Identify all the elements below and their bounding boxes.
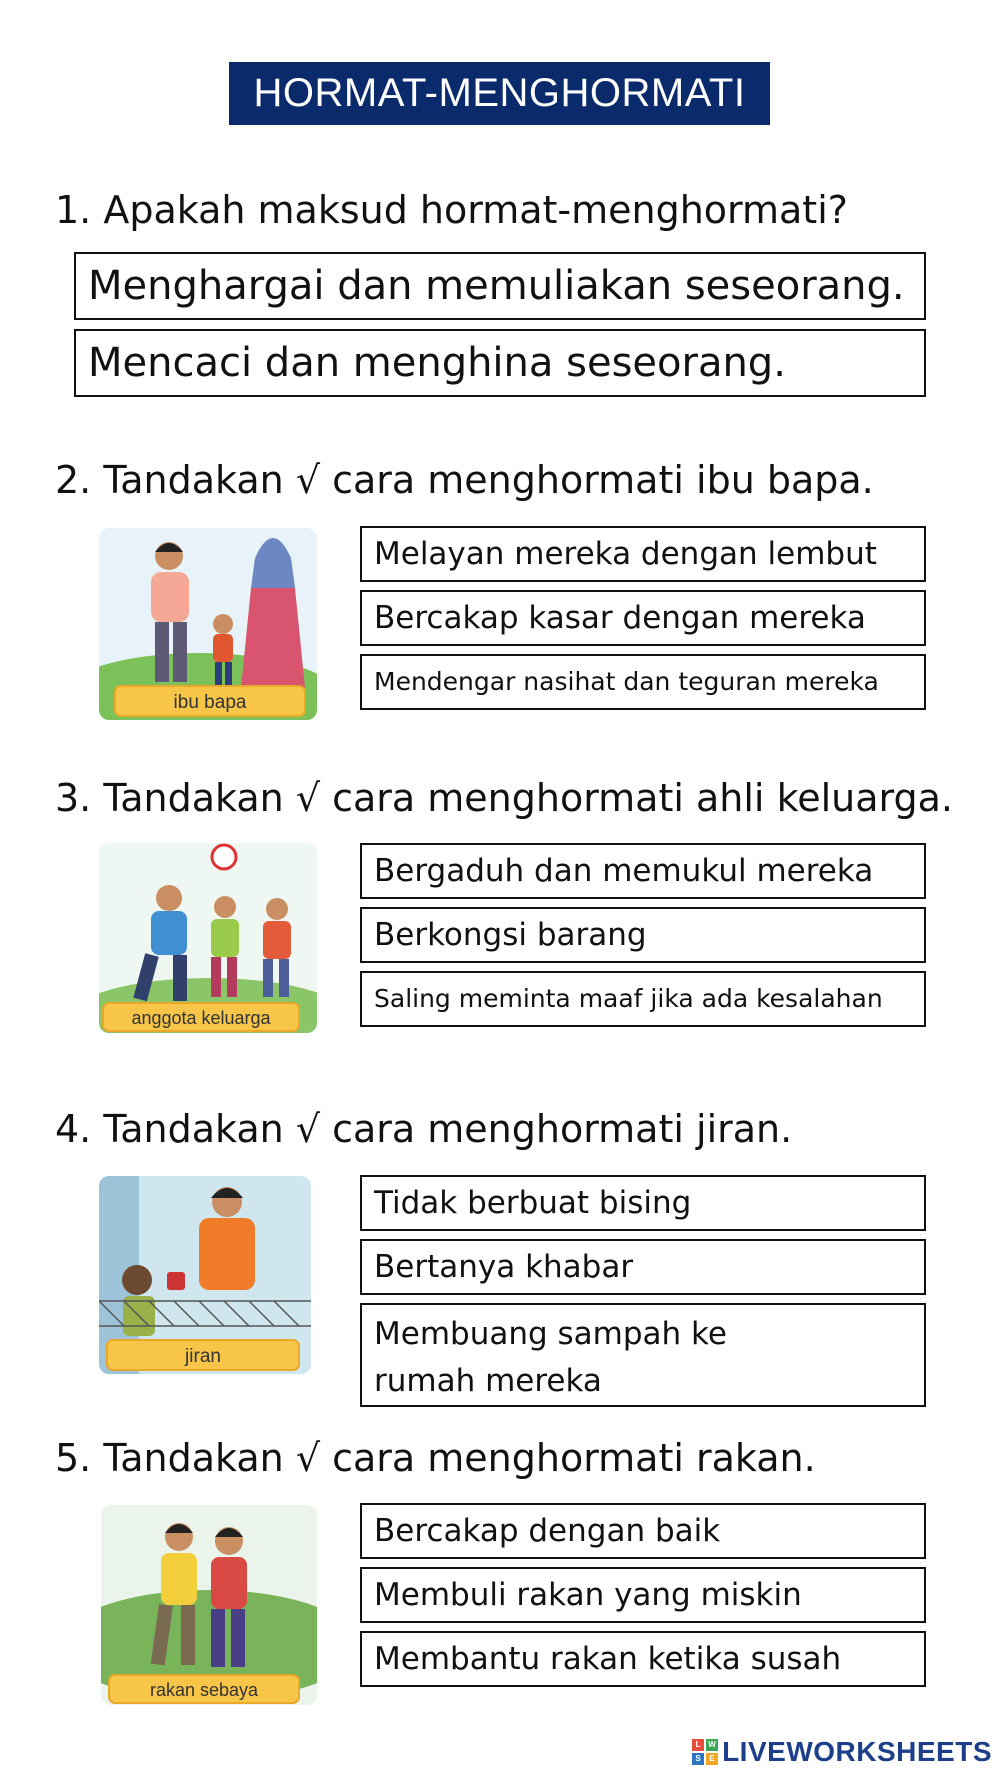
question-1: 1. Apakah maksud hormat-menghormati? xyxy=(55,188,848,232)
liveworksheets-logo[interactable] xyxy=(692,1736,992,1768)
q5-option-1[interactable]: Bercakap dengan baik xyxy=(360,1503,926,1559)
q3-option-3[interactable]: Saling meminta maaf jika ada kesalahan xyxy=(360,971,926,1027)
image-friends xyxy=(101,1505,317,1705)
image-caption-friends: rakan sebaya xyxy=(149,1680,259,1700)
q5-option-2[interactable]: Membuli rakan yang miskin xyxy=(360,1567,926,1623)
image-family xyxy=(99,843,317,1033)
q4-option-3[interactable]: Membuang sampah ke rumah mereka xyxy=(360,1303,926,1407)
image-caption-parents: ibu bapa xyxy=(173,692,247,713)
q2-option-1[interactable]: Melayan mereka dengan lembut xyxy=(360,526,926,582)
question-4: 4. Tandakan √ cara menghormati jiran. xyxy=(55,1107,793,1151)
q1-option-1[interactable]: Menghargai dan memuliakan seseorang. xyxy=(74,252,926,320)
q2-option-2[interactable]: Bercakap kasar dengan mereka xyxy=(360,590,926,646)
question-3: 3. Tandakan √ cara menghormati ahli keluarga. xyxy=(55,776,953,820)
q4-option-2[interactable]: Bertanya khabar xyxy=(360,1239,926,1295)
image-caption-neighbour: jiran xyxy=(185,1346,221,1367)
image-neighbour xyxy=(99,1176,311,1374)
image-caption-family: anggota keluarga xyxy=(131,1008,271,1028)
question-2: 2. Tandakan √ cara menghormati ibu bapa. xyxy=(55,458,874,502)
question-5: 5. Tandakan √ cara menghormati rakan. xyxy=(55,1436,816,1480)
q3-option-2[interactable]: Berkongsi barang xyxy=(360,907,926,963)
q1-option-2[interactable]: Mencaci dan menghina seseorang. xyxy=(74,329,926,397)
q3-option-1[interactable]: Bergaduh dan memukul mereka xyxy=(360,843,926,899)
q5-option-3[interactable]: Membantu rakan ketika susah xyxy=(360,1631,926,1687)
liveworksheets-brand: LIVEWORKSHEETS xyxy=(722,1736,992,1767)
worksheet-title: HORMAT-MENGHORMATI xyxy=(229,62,770,125)
q2-option-3[interactable]: Mendengar nasihat dan teguran mereka xyxy=(360,654,926,710)
image-parents xyxy=(99,528,317,720)
liveworksheets-badge-icon: L W S E xyxy=(692,1739,718,1765)
q4-option-1[interactable]: Tidak berbuat bising xyxy=(360,1175,926,1231)
